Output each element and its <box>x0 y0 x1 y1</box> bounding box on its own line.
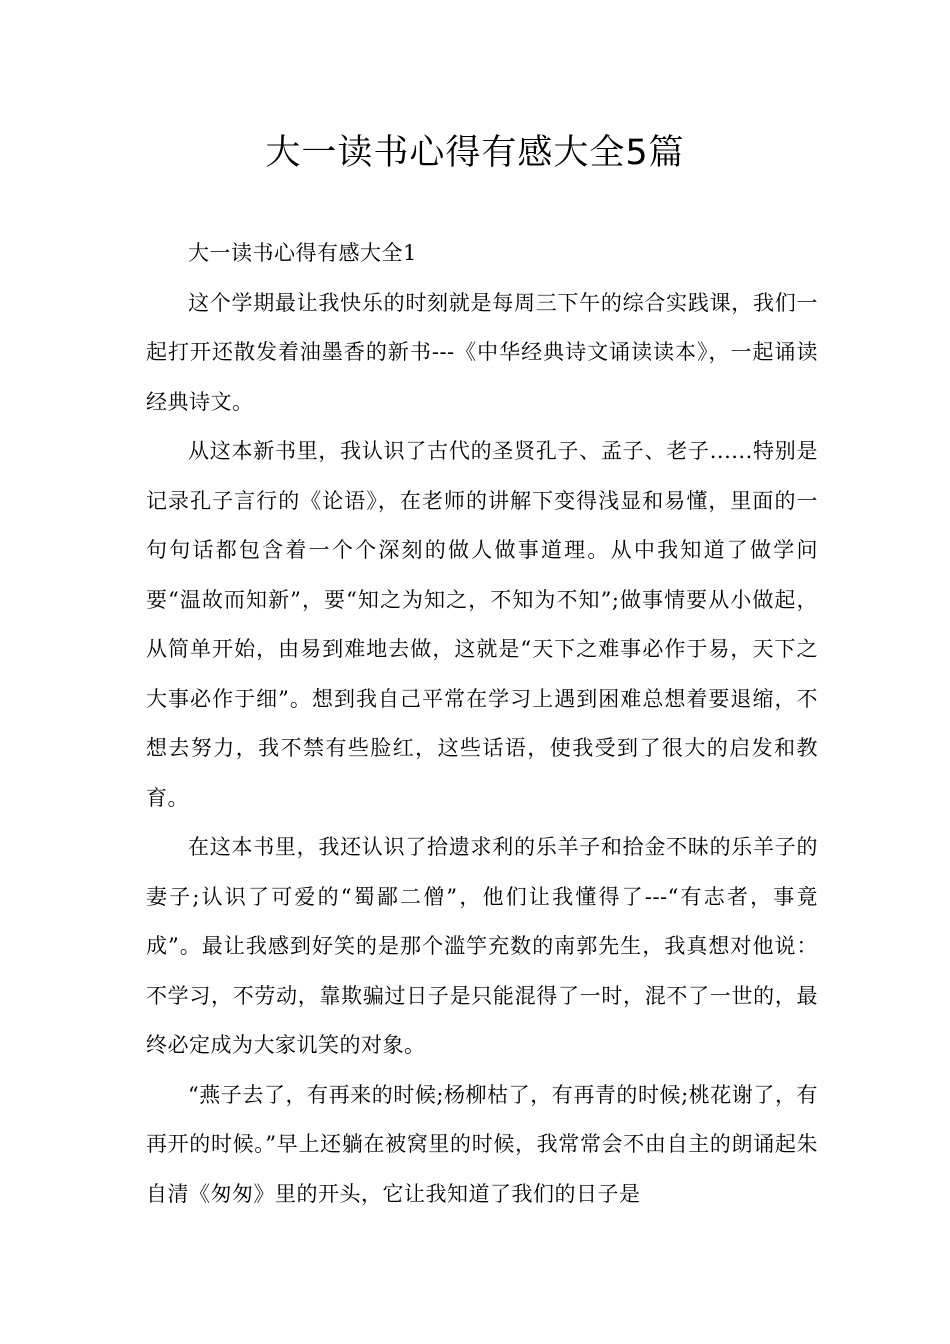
document-body <box>146 229 818 1219</box>
document-title: 大一读书心得有感大全5篇 <box>265 133 685 173</box>
paragraph-3: 在这本书里，我还认识了拾遗求利的乐羊子和拾金不昧的乐羊子的妻子;认识了可爱的“蜀鄙二僧”，他们让我懂得了---“有志者，事竟成”。最让我感到好笑的是那个滥竽充数的南郭先生，我真想对他说：不学习，不劳动，靠欺骗过日子是只能混得了一时，混不了一世的，最终必定成为大家讥笑的对象。 <box>146 835 818 1057</box>
paragraph-2: 从这本新书里，我认识了古代的圣贤孔子、孟子、老子......特别是记录孔子言行的《论语》，在老师的讲解下变得浅显和易懂，里面的一句句话都包含着一个个深刻的做人做事道理。从中我知道了做学问要“温故而知新”，要“知之为知之，不知为不知”;做事情要从小做起，从简单开始，由易到难地去做，这就是“天下之难事必作于易，天下之大事必作于细”。想到我自己平常在学习上遇到困难总想着要退缩，不想去努力，我不禁有些脸红，这些话语，使我受到了很大的启发和教育。 <box>146 439 818 810</box>
paragraph-1: 这个学期最让我快乐的时刻就是每周三下午的综合实践课，我们一起打开还散发着油墨香的新书---《中华经典诗文诵读读本》，一起诵读经典诗文。 <box>146 290 818 414</box>
section-heading: 大一读书心得有感大全1 <box>188 241 417 265</box>
paragraph-4: “燕子去了，有再来的时候;杨柳枯了，有再青的时候;桃花谢了，有再开的时候。”早上还躺在被窝里的时候，我常常会不由自主的朗诵起朱自清《匆匆》里的开头，它让我知道了我们的日子是 <box>146 1082 818 1206</box>
